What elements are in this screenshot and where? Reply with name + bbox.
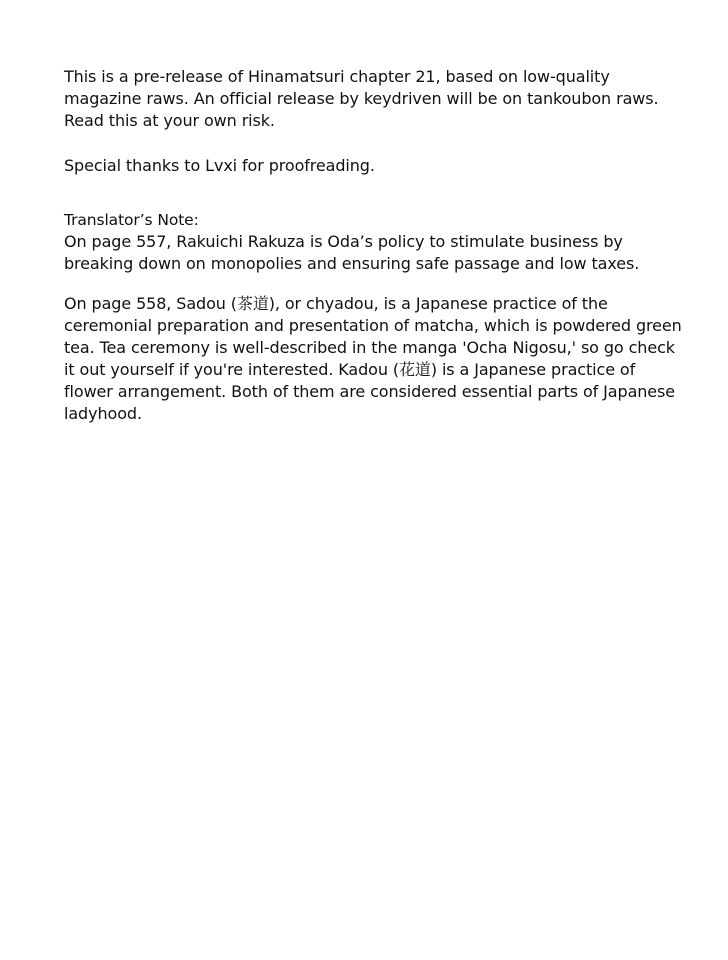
translators-note-page-557: On page 557, Rakuichi Rakuza is Oda’s policy to stimulate business by breaking down on monopolies and ensuring safe passage and low taxes. [64,232,640,273]
prerelease-notice: This is a pre-release of Hinamatsuri chapter 21, based on low-quality magazine raws. An official release by keydriven will be on tankoubon raws. Read this at your own risk. [64,67,659,130]
translators-note-heading: Translator’s Note: [64,211,199,229]
translators-note-page-558: On page 558, Sadou (茶道), or chyadou, is a Japanese practice of the ceremonial preparation and presentation of matcha, which is powdered green tea. Tea ceremony is well-described in the manga 'Ocha Nigosu,' so go check it out yourself if you're interested. Kadou (花道) is a Japanese practice of flower arrangement. Both of them are considered essential parts of Japanese ladyhood. [64,294,682,423]
thanks-line: Special thanks to Lvxi for proofreading. [64,156,375,175]
